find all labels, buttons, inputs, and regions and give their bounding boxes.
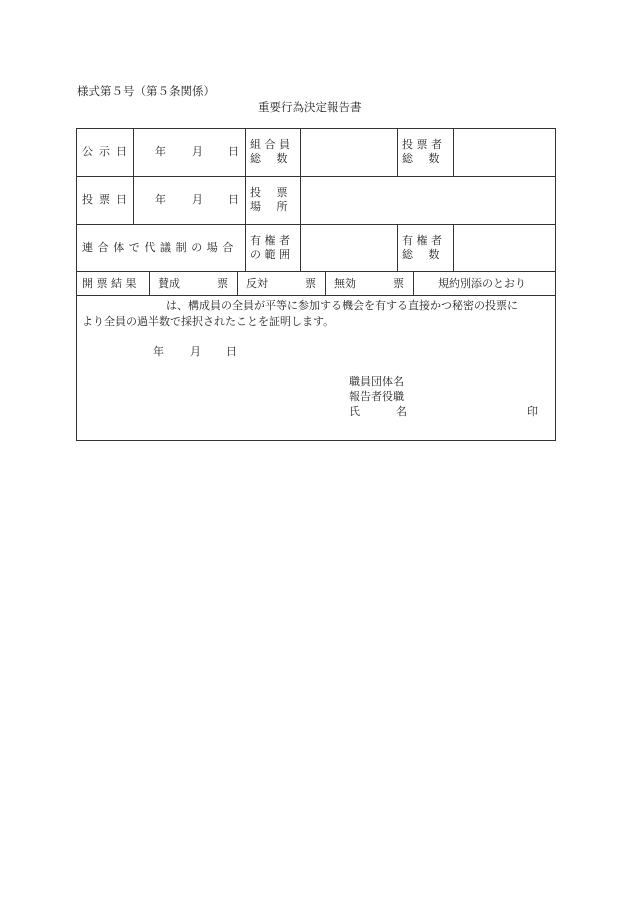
row-divider xyxy=(76,224,556,225)
federation-label: 連合体で代議制の場合 xyxy=(82,241,238,254)
public-date-month: 月 xyxy=(192,145,203,158)
cert-month: 月 xyxy=(190,345,201,358)
eligible-scope-label: 有権者 の範囲 xyxy=(250,234,294,261)
certificate-line-1: は、構成員の全員が平等に参加する機会を有する直接かつ秘密の投票に xyxy=(166,299,518,312)
col-divider xyxy=(453,224,454,271)
col-divider xyxy=(149,271,150,295)
reporter-title-label: 報告者役職 xyxy=(349,390,404,403)
invalid-unit: 票 xyxy=(393,277,404,290)
name-label-2: 名 xyxy=(396,405,407,418)
col-divider xyxy=(325,271,326,295)
public-date-year: 年 xyxy=(155,145,166,158)
seal-mark: 印 xyxy=(527,405,538,418)
cert-year: 年 xyxy=(153,345,164,358)
row-divider xyxy=(76,176,556,177)
org-name-label: 職員団体名 xyxy=(349,375,404,388)
for-label: 賛成 xyxy=(158,277,180,290)
col-divider xyxy=(300,128,301,271)
col-divider xyxy=(245,128,246,271)
col-divider xyxy=(413,271,414,295)
document-title: 重要行為決定報告書 xyxy=(258,100,362,114)
vote-date-year: 年 xyxy=(155,193,166,206)
against-label: 反対 xyxy=(246,277,268,290)
public-date-day: 日 xyxy=(228,145,239,158)
total-voters-label: 投票者 総 数 xyxy=(402,138,446,165)
row-divider xyxy=(76,271,556,272)
col-divider xyxy=(453,128,454,176)
form-number: 様式第５号（第５条関係） xyxy=(77,84,215,98)
invalid-label: 無効 xyxy=(334,277,356,290)
total-members-label: 組合員 総 数 xyxy=(250,138,294,165)
col-divider xyxy=(397,224,398,271)
certificate-line-2: より全員の過半数で採択されたことを証明します。 xyxy=(82,315,335,328)
vote-date-label: 投票日 xyxy=(82,193,133,206)
row-divider xyxy=(76,295,556,296)
col-divider xyxy=(133,128,134,224)
vote-date-month: 月 xyxy=(192,193,203,206)
col-divider xyxy=(397,128,398,176)
rules-note: 規約別添のとおり xyxy=(438,277,526,290)
col-divider xyxy=(237,271,238,295)
cert-day: 日 xyxy=(226,345,237,358)
for-unit: 票 xyxy=(217,277,228,290)
result-label: 開票結果 xyxy=(82,277,140,290)
eligible-total-label: 有権者 総 数 xyxy=(402,234,446,261)
vote-date-day: 日 xyxy=(228,193,239,206)
public-date-label: 公示日 xyxy=(82,145,133,158)
against-unit: 票 xyxy=(305,277,316,290)
vote-place-label: 投 票 場 所 xyxy=(250,186,294,213)
name-label-1: 氏 xyxy=(349,405,360,418)
